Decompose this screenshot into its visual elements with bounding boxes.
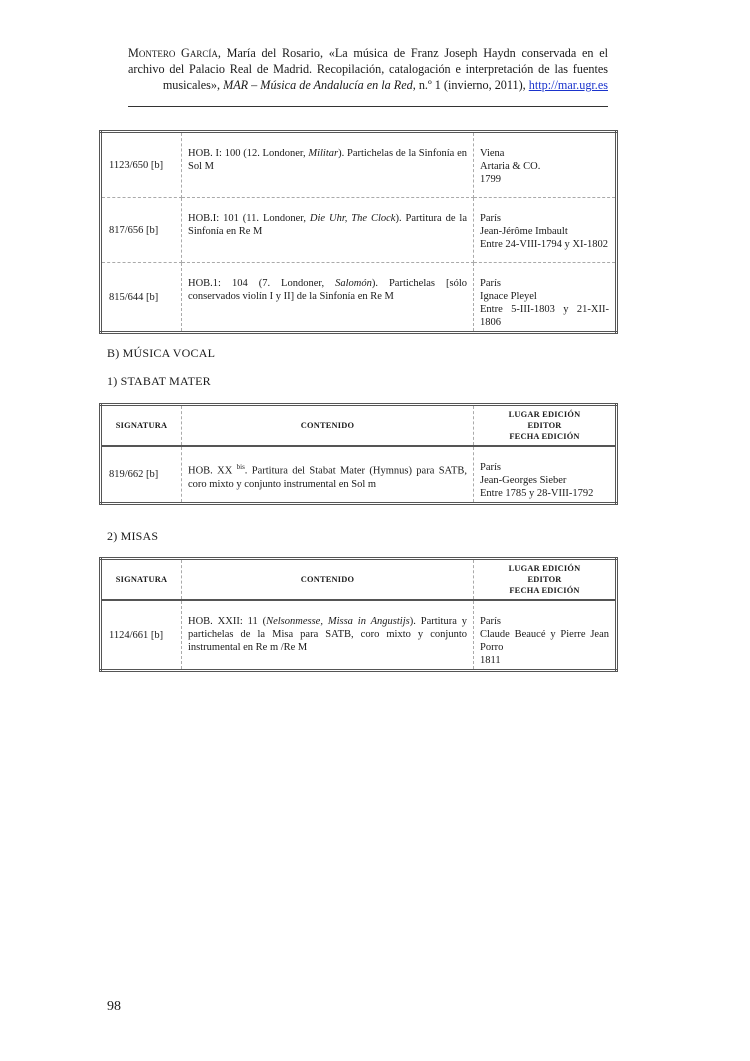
contenido-text: HOB.I: 101 (11. Londoner,: [188, 213, 310, 224]
table-header-row: [101, 405, 617, 447]
contenido-cell: [182, 198, 474, 263]
col-header-editor: EDITOR: [527, 421, 562, 430]
editor-text: Claude Beaucé y Pierre Jean Porro: [480, 629, 609, 653]
contenido-text: ). Partichelas [sólo conservados violín I y II] de la Sinfonía en Re M: [188, 278, 467, 302]
col-header-signatura: SIGNATURA: [101, 405, 182, 447]
fecha-text: 1799: [480, 174, 501, 185]
contenido-italic: Nelsonmesse, Missa in Angustijs: [266, 616, 410, 627]
edicion-cell: [474, 263, 617, 333]
contenido-italic: Salomón: [335, 278, 372, 289]
signatura-cell: 1124/661 [b]: [101, 600, 182, 671]
fecha-text: Entre 24-VIII-1794 y XI-1802: [480, 239, 609, 250]
table-header-row: [101, 559, 617, 601]
lugar-text: París: [480, 616, 501, 627]
contenido-text: HOB. I: 100 (12. Londoner,: [188, 148, 309, 159]
table-row: [101, 263, 617, 333]
col-header-lugar: LUGAR EDICIÓN: [508, 564, 581, 573]
contenido-text: . Partitura del Stabat Mater (Hymnus) para SATB, coro mixto y conjunto instrumental en Sol m: [188, 465, 467, 490]
signatura-cell: 1123/650 [b]: [101, 132, 182, 198]
contenido-text: HOB. XX: [188, 465, 237, 477]
lugar-text: París: [480, 213, 501, 224]
signatura-cell: 817/656 [b]: [101, 198, 182, 263]
table-row: [101, 132, 617, 198]
contenido-cell: [182, 446, 474, 504]
table-row: [101, 446, 617, 504]
running-header: [128, 45, 608, 93]
contenido-cell: [182, 132, 474, 198]
header-journal: MAR – Música de Andalucía en la Red: [223, 78, 413, 92]
lugar-text: París: [480, 278, 501, 289]
header-citation: , María del Rosario, «La música de Franz Joseph Haydn conservada en el archivo del Palacio Real de Madrid. Recopilación, catalogación e interpretación de las fuentes musicales»,: [128, 46, 608, 92]
header-issue: , n.º 1 (invierno, 2011),: [412, 78, 529, 92]
col-header-contenido: CONTENIDO: [182, 559, 474, 601]
lugar-text: Viena: [480, 148, 505, 159]
table-row: [101, 600, 617, 671]
editor-text: Ignace Pleyel: [480, 291, 537, 302]
col-header-fecha: FECHA EDICIÓN: [509, 432, 580, 441]
signatura-cell: 815/644 [b]: [101, 263, 182, 333]
header-rule: [128, 106, 608, 107]
lugar-text: París: [480, 462, 501, 473]
stabat-mater-table: [99, 403, 618, 505]
signatura-cell: 819/662 [b]: [101, 446, 182, 504]
contenido-text: HOB.1: 104 (7. Londoner,: [188, 278, 336, 289]
contenido-cell: [182, 263, 474, 333]
col-header-fecha: FECHA EDICIÓN: [509, 586, 580, 595]
section-2-heading: 2) MISAS: [107, 529, 159, 543]
edicion-cell: [474, 198, 617, 263]
page-number: 98: [107, 999, 121, 1014]
edicion-cell: [474, 446, 617, 504]
col-header-editor: EDITOR: [527, 575, 562, 584]
edicion-cell: [474, 132, 617, 198]
contenido-text: ). Partitura y partichelas de la Misa para SATB, coro mixto y conjunto instrumental en Re m /Re M: [188, 616, 467, 653]
fecha-text: 1811: [480, 655, 501, 666]
contenido-text: ). Partitura de la Sinfonía en Re M: [188, 213, 467, 237]
symphony-table: [99, 130, 618, 334]
section-b-heading: B) MÚSICA VOCAL: [107, 346, 216, 360]
table-row: [101, 198, 617, 263]
col-header-edicion: [474, 559, 617, 601]
edicion-cell: [474, 600, 617, 671]
misas-table: [99, 557, 618, 672]
header-author: Montero García: [128, 46, 218, 60]
contenido-cell: [182, 600, 474, 671]
col-header-edicion: [474, 405, 617, 447]
fecha-text: Entre 1785 y 28-VIII-1792: [480, 488, 594, 499]
col-header-lugar: LUGAR EDICIÓN: [508, 410, 581, 419]
contenido-sup: bis: [236, 463, 245, 471]
col-header-signatura: SIGNATURA: [101, 559, 182, 601]
contenido-text: ). Partichelas de la Sinfonía en Sol M: [188, 148, 468, 172]
editor-text: Artaria & CO.: [480, 161, 541, 172]
header-url-link[interactable]: http://mar.ugr.es: [528, 78, 608, 92]
contenido-text: HOB. XXII: 11 (: [188, 616, 267, 627]
contenido-italic: Die Uhr, The Clock: [309, 213, 396, 224]
fecha-text: Entre 5-III-1803 y 21-XII-1806: [480, 304, 609, 328]
section-1-heading: 1) STABAT MATER: [107, 374, 211, 388]
editor-text: Jean-Jérôme Imbault: [480, 226, 568, 237]
editor-text: Jean-Georges Sieber: [480, 475, 567, 486]
contenido-italic: Militar: [308, 148, 339, 159]
col-header-contenido: CONTENIDO: [182, 405, 474, 447]
